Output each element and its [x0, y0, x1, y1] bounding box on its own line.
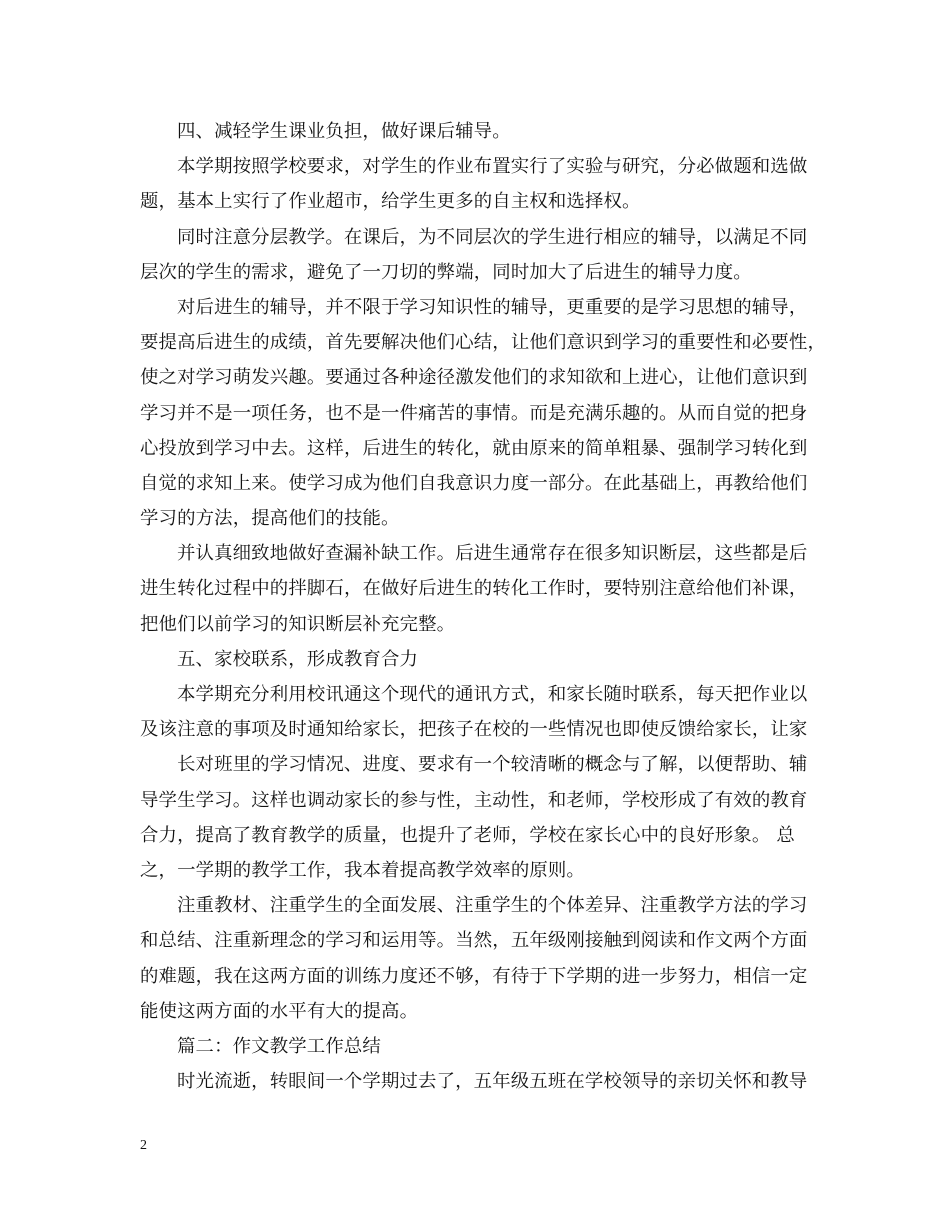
text-line: 学习并不是一项任务，也不是一件痛苦的事情。而是充满乐趣的。从而自觉的把身 [140, 402, 808, 424]
text-line: 五、家校联系，形成教育合力 [177, 648, 419, 670]
text-line: 之，一学期的教学工作，我本着提高教学效率的原则。 [140, 859, 585, 881]
text-line: 并认真细致地做好查漏补缺工作。后进生通常存在很多知识断层，这些都是后 [177, 543, 808, 565]
text-line: 同时注意分层教学。在课后，为不同层次的学生进行相应的辅导，以满足不同 [177, 226, 808, 248]
text-line: 的难题，我在这两方面的训练力度还不够，有待于下学期的进一步努力，相信一定 [140, 965, 808, 987]
text-line: 使之对学习萌发兴趣。要通过各种途径激发他们的求知欲和上进心，让他们意识到 [140, 367, 808, 389]
text-line: 学习的方法，提高他们的技能。 [140, 508, 400, 530]
text-line: 导学生学习。这样也调动家长的参与性，主动性，和老师，学校形成了有效的教育 [140, 789, 808, 811]
text-line: 层次的学生的需求，避免了一刀切的弊端，同时加大了后进生的辅导力度。 [140, 261, 752, 283]
text-line: 把他们以前学习的知识断层补充完整。 [140, 613, 456, 635]
text-line: 时光流逝，转眼间一个学期过去了，五年级五班在学校领导的亲切关怀和教导 [177, 1071, 808, 1093]
text-line: 本学期按照学校要求，对学生的作业布置实行了实验与研究，分必做题和选做 [177, 156, 808, 178]
text-line: 长对班里的学习情况、进度、要求有一个较清晰的概念与了解，以便帮助、辅 [177, 754, 808, 776]
text-line: 题，基本上实行了作业超市，给学生更多的自主权和选择权。 [140, 191, 641, 213]
page-number: 2 [140, 1138, 147, 1153]
text-line: 合力，提高了教育教学的质量，也提升了老师，学校在家长心中的良好形象。 总 [140, 824, 795, 846]
text-line: 和总结、注重新理念的学习和运用等。当然，五年级刚接触到阅读和作文两个方面 [140, 930, 808, 952]
document-body [140, 114, 827, 1099]
text-line: 进生转化过程中的拌脚石，在做好后进生的转化工作时，要特别注意给他们补课， [140, 578, 808, 600]
text-line: 本学期充分利用校讯通这个现代的通讯方式，和家长随时联系，每天把作业以 [177, 684, 808, 705]
text-line: 心投放到学习中去。这样，后进生的转化，就由原来的简单粗暴、强制学习转化到 [140, 437, 808, 459]
text-line: 四、减轻学生课业负担，做好课后辅导。 [177, 121, 511, 142]
text-line: 要提高后进生的成绩，首先要解决他们心结，让他们意识到学习的重要性和必要性， [140, 332, 827, 354]
text-line: 能使这两方面的水平有大的提高。 [140, 1000, 419, 1022]
text-line: 对后进生的辅导，并不限于学习知识性的辅导，更重要的是学习思想的辅导， [177, 296, 808, 318]
text-line: 注重教材、注重学生的全面发展、注重学生的个体差异、注重教学方法的学习 [177, 895, 808, 917]
text-line: 篇二：作文教学工作总结 [177, 1035, 381, 1057]
text-line: 自觉的求知上来。使学习成为他们自我意识力度一部分。在此基础上，再教给他们 [140, 472, 808, 494]
text-line: 及该注意的事项及时通知给家长，把孩子在校的一些情况也即使反馈给家长，让家 [140, 719, 808, 741]
